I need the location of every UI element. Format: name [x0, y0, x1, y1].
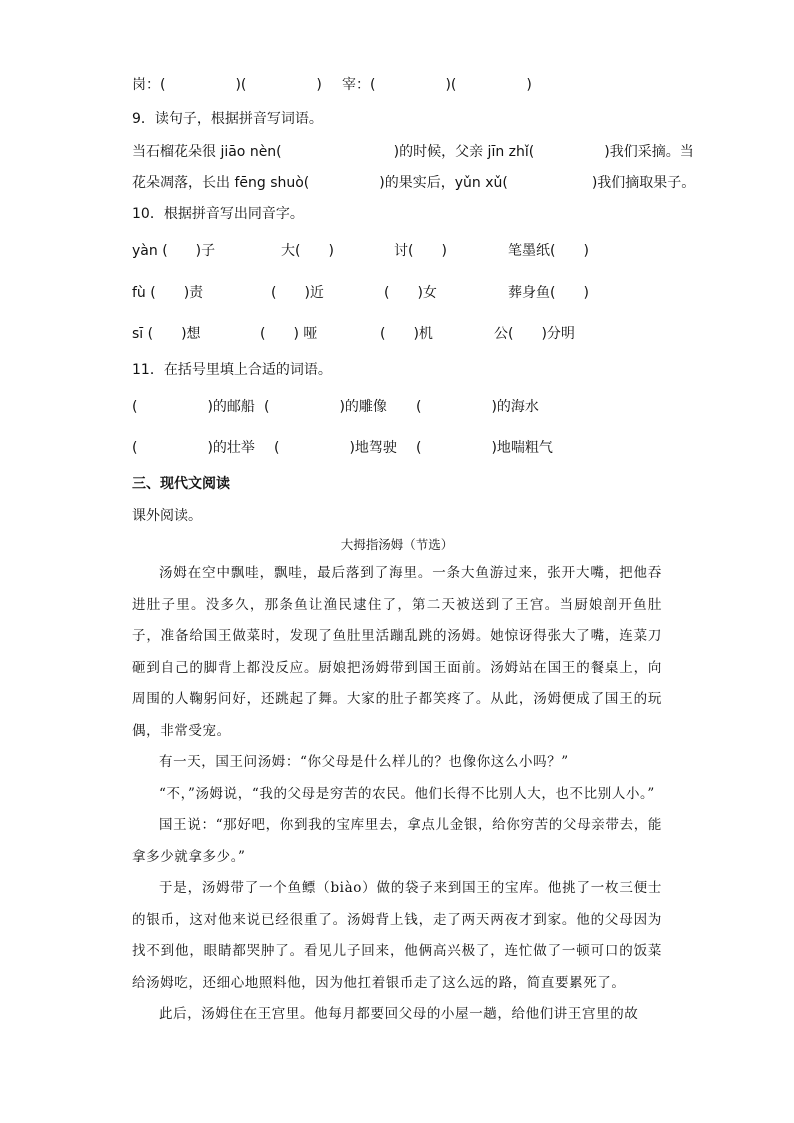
- q10-row3-item2: ( ) 哑: [260, 326, 318, 342]
- q10-row2-item4: 葬身鱼( ): [508, 285, 589, 301]
- q10-row1-item4: 笔墨纸( ): [508, 243, 589, 259]
- top-row-left: 岗：( )( ): [132, 77, 322, 93]
- q10-row2-item2: ( )近: [271, 285, 324, 301]
- passage-paragraph-3: “不，”汤姆说，“我的父母是穷苦的农民。他们长得不比别人大，也不比别人小。”: [159, 785, 655, 802]
- q11-row2-item1: ( )的壮举: [132, 440, 255, 456]
- q9-heading: 9．读句子，根据拼音写词语。: [132, 111, 323, 127]
- q10-row3-item1: sī ( )想: [132, 326, 201, 342]
- q10-row1-item2: 大( ): [281, 243, 334, 259]
- q10-row1-item1: yàn ( )子: [132, 243, 216, 259]
- q9-line-1: 当石榴花朵很 jiāo nèn( )的时候，父亲 jīn zhǐ( )我们采摘。当: [132, 144, 694, 160]
- passage-paragraph-6: 此后，汤姆住在王宫里。他每月都要回父母的小屋一趟，给他们讲王宫里的故: [159, 1006, 639, 1022]
- passage-paragraph-4: 国王说：“那好吧，你到我的宝库里去，拿点儿金银，给你穷苦的父母亲带去，能拿多少就拿多少。”: [132, 817, 662, 865]
- q10-row3-item3: ( )机: [380, 326, 433, 342]
- passage-paragraph-5: 于是，汤姆带了一个鱼鳔（biào）做的袋子来到国王的宝库。他挑了一枚三便士的银币，这对他来说已经很重了。汤姆背上钱，走了两天两夜才到家。他的父母因为找不到他，眼睛都哭肿了。看见儿子回来，他俩高兴极了，连忙做了一顿可口的饭菜给汤姆吃，还细心地照料他，因为他扛着银币走了这么远的路，简直要累死了。: [132, 880, 662, 991]
- q11-heading: 11．在括号里填上合适的词语。: [132, 362, 332, 378]
- q11-row1-item2: ( )的雕像: [264, 399, 387, 415]
- passage-body: [132, 558, 662, 1031]
- q11-row1-item1: ( )的邮船: [132, 399, 255, 415]
- q11-row1-item3: ( )的海水: [416, 399, 539, 415]
- q10-row1-item3: 讨( ): [394, 243, 447, 259]
- q11-row2-item3: ( )地喘粗气: [416, 440, 553, 456]
- passage-title: 大拇指汤姆（节选）: [340, 537, 454, 552]
- q9-line-2: 花朵凋落，长出 fēng shuò( )的果实后，yǔn xǔ( )我们摘取果子。: [132, 175, 696, 191]
- q10-row3-item4: 公( )分明: [494, 326, 575, 342]
- q10-heading: 10．根据拼音写出同音字。: [132, 206, 304, 222]
- q11-row2-item2: ( )地驾驶: [274, 440, 397, 456]
- top-row-right: 宰：( )( ): [342, 77, 532, 93]
- section3-subheading: 课外阅读。: [132, 508, 202, 524]
- section3-heading: 三、现代文阅读: [132, 476, 230, 492]
- q10-row2-item3: ( )女: [384, 285, 437, 301]
- passage-paragraph-2: 有一天，国王问汤姆：“你父母是什么样儿的？也像你这么小吗？”: [159, 754, 569, 770]
- passage-paragraph-1: 汤姆在空中飘哇，飘哇，最后落到了海里。一条大鱼游过来，张开大嘴，把他吞进肚子里。没多久，那条鱼让渔民逮住了，第二天被送到了王宫。当厨娘剖开鱼肚子，准备给国王做菜时，发现了鱼肚里活蹦乱跳的汤姆。她惊讶得张大了嘴，连菜刀砸到自己的脚背上都没反应。厨娘把汤姆带到国王面前。汤姆站在国王的餐桌上，向周围的人鞠躬问好，还跳起了舞。大家的肚子都笑疼了。从此，汤姆便成了国王的玩偶，非常受宠。: [132, 565, 662, 739]
- q10-row2-item1: fù ( )责: [132, 285, 204, 301]
